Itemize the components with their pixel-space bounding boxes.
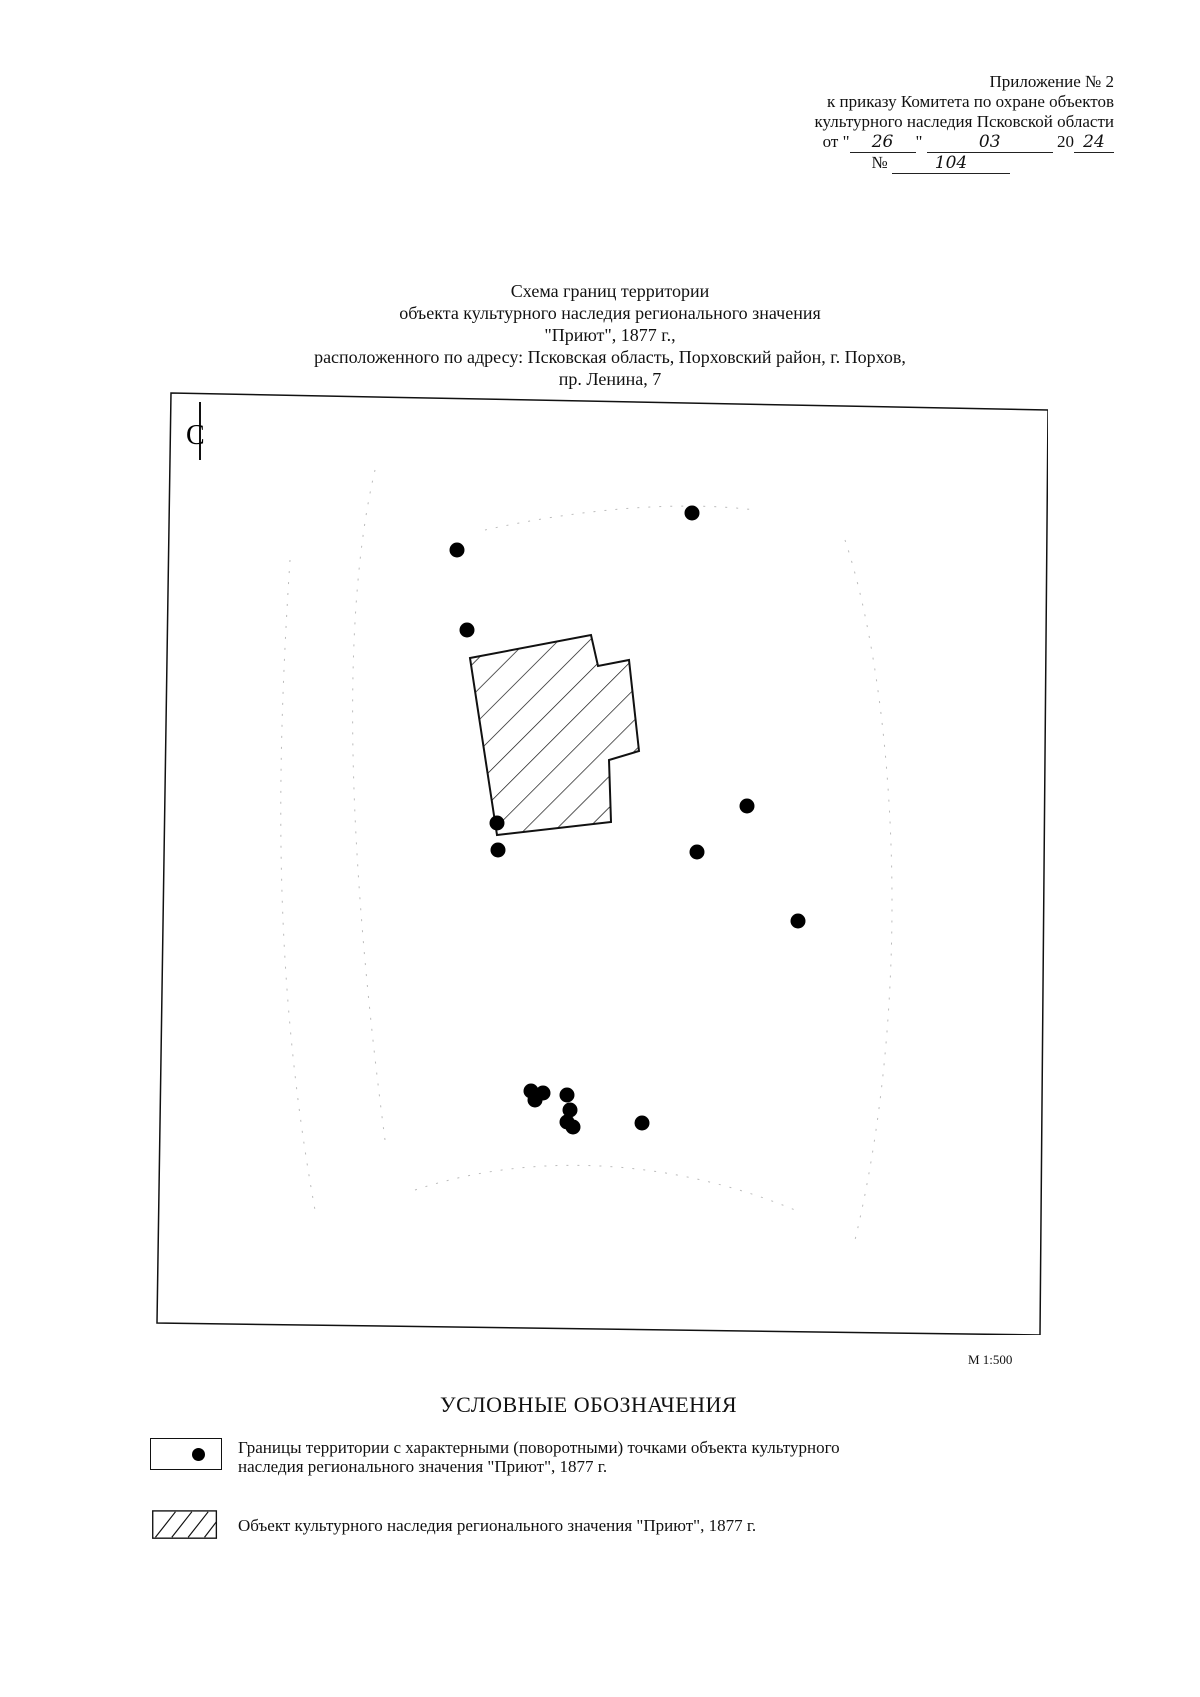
number-label: № xyxy=(871,153,888,172)
boundary-point xyxy=(560,1088,575,1103)
boundary-point xyxy=(685,506,700,521)
order-date xyxy=(694,132,1114,153)
order-header xyxy=(694,72,1114,174)
scheme-title xyxy=(250,280,970,390)
map-scale: М 1:500 xyxy=(968,1352,1013,1367)
boundary-point xyxy=(491,843,506,858)
date-day: 26 xyxy=(850,132,916,153)
legend-boundary-line-2: наследия регионального значения "Приют", 1877 г. xyxy=(238,1457,608,1476)
boundary-point xyxy=(490,816,505,831)
date-from-label: от " xyxy=(822,132,850,151)
boundary-point xyxy=(635,1116,650,1131)
background-traces xyxy=(281,470,892,1240)
committee-name: культурного наследия Псковской области xyxy=(814,112,1114,131)
boundary-point xyxy=(460,623,475,638)
annex-number: Приложение № 2 xyxy=(989,72,1114,91)
date-month: 03 xyxy=(927,132,1053,153)
map-svg xyxy=(155,390,1048,1335)
title-line-4: расположенного по адресу: Псковская область, Порховский район, г. Порхов, xyxy=(314,347,906,367)
legend-boundary-line-1: Границы территории с характерными (поворотными) точками объекта культурного xyxy=(238,1438,840,1457)
title-line-1: Схема границ территории xyxy=(510,281,710,301)
north-label: С xyxy=(186,420,205,451)
boundary-point xyxy=(566,1120,581,1135)
legend-item-building xyxy=(150,1510,1050,1544)
legend-title: УСЛОВНЫЕ ОБОЗНАЧЕНИЯ xyxy=(440,1392,738,1417)
title-line-3: "Приют", 1877 г., xyxy=(544,325,676,345)
legend-building-text: Объект культурного наследия регионального значения "Приют", 1877 г. xyxy=(238,1516,757,1535)
date-quote: " xyxy=(915,132,923,151)
boundary-point xyxy=(450,543,465,558)
date-year-prefix: 20 xyxy=(1057,132,1074,151)
legend-boundary-symbol xyxy=(150,1438,222,1470)
legend-item-boundary xyxy=(150,1438,1050,1478)
title-line-5: пр. Ленина, 7 xyxy=(558,369,662,389)
boundary-point xyxy=(690,845,705,860)
hatched-area-icon xyxy=(150,1510,220,1540)
number-value: 104 xyxy=(892,153,1010,174)
boundary-point xyxy=(740,799,755,814)
map-frame xyxy=(157,393,1048,1335)
date-year-suffix: 24 xyxy=(1074,132,1114,153)
heritage-building xyxy=(470,635,639,835)
order-number xyxy=(694,153,1010,174)
site-map xyxy=(155,390,1048,1335)
title-line-2: объекта культурного наследия регионального значения xyxy=(399,303,821,323)
boundary-point-icon xyxy=(192,1448,205,1461)
boundary-point xyxy=(791,914,806,929)
order-reference: к приказу Комитета по охране объектов xyxy=(827,92,1114,111)
boundary-points xyxy=(450,506,806,1135)
boundary-point xyxy=(528,1093,543,1108)
north-arrow-icon xyxy=(186,402,205,460)
legend-boundary-text xyxy=(238,1438,1038,1476)
